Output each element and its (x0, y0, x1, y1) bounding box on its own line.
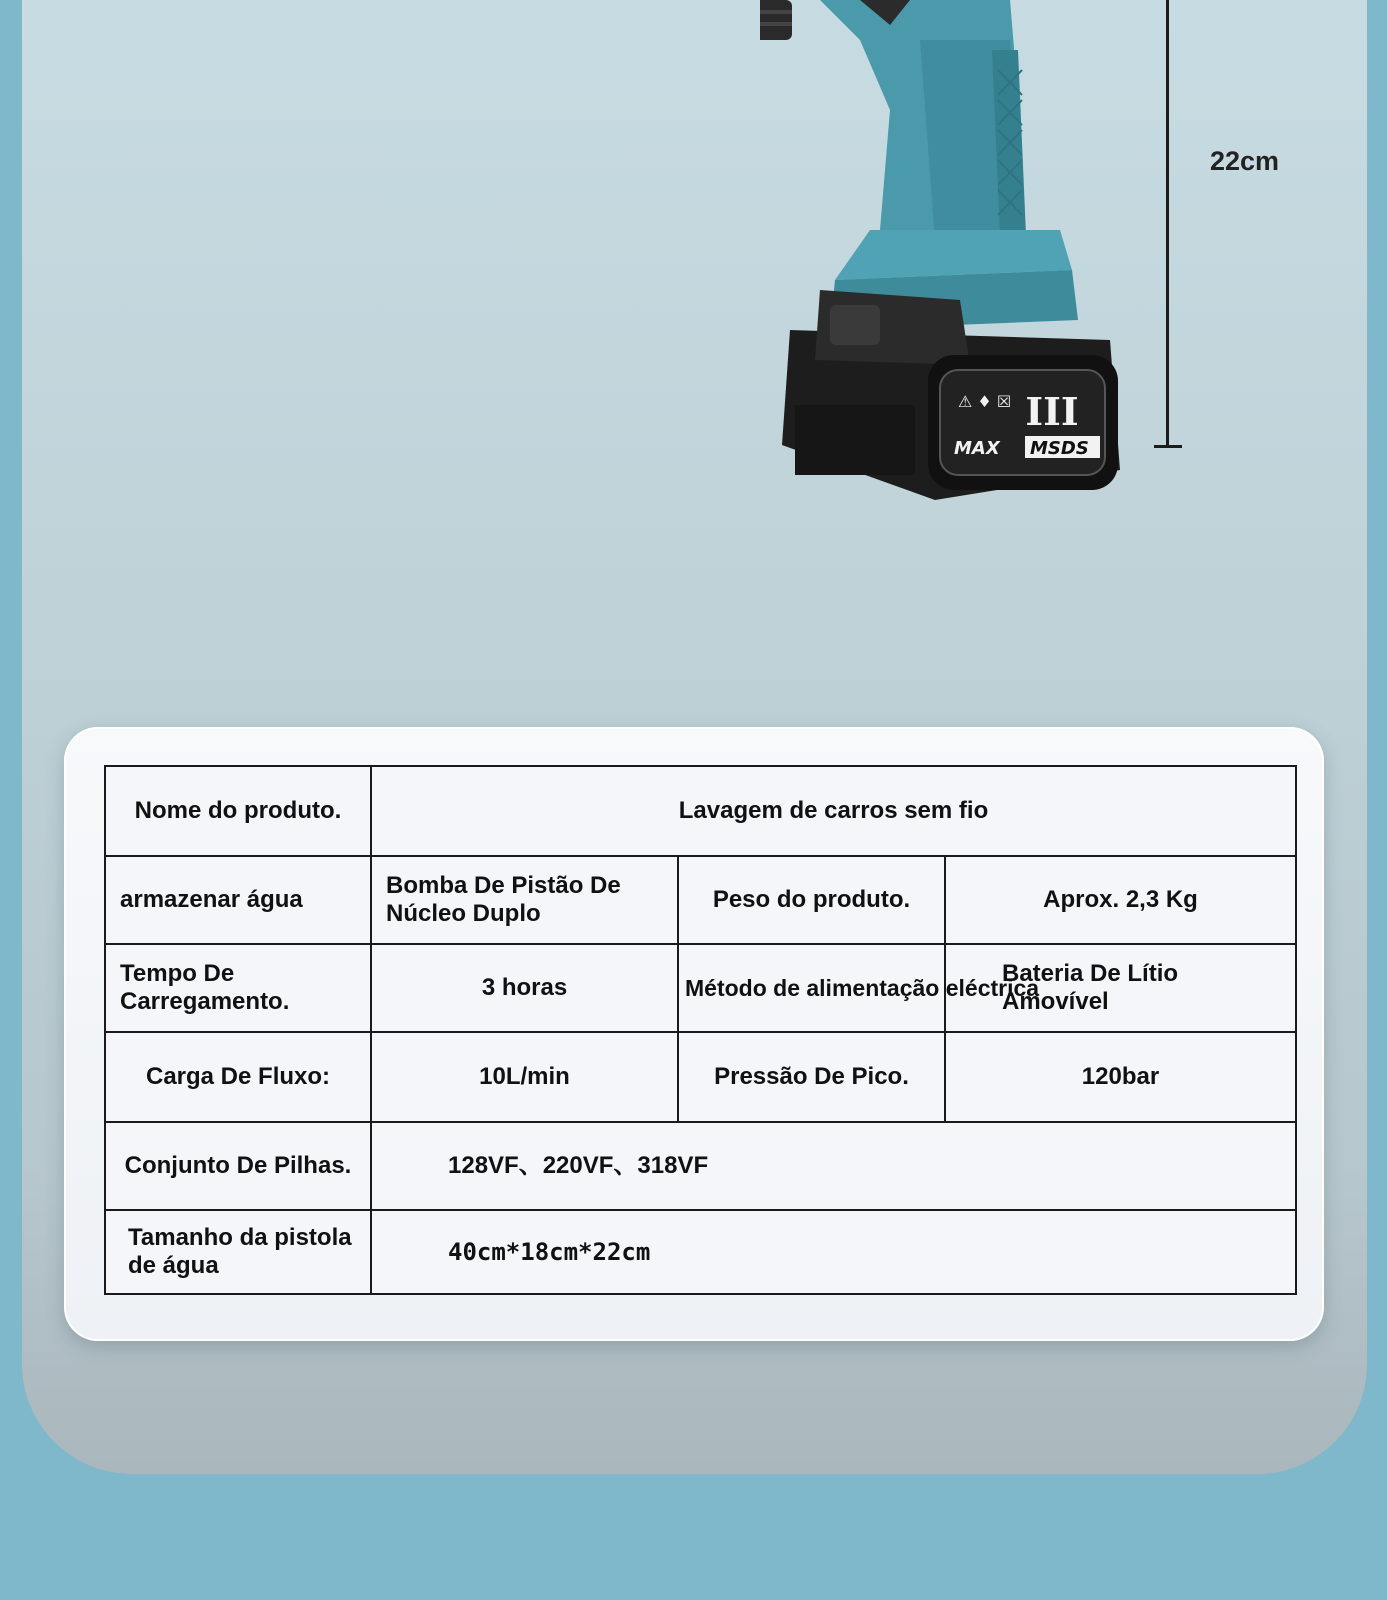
spec-label: Tempo De Carregamento. (105, 944, 371, 1032)
table-row (105, 1032, 1296, 1122)
spec-value: Bomba De Pistão De Núcleo Duplo (371, 856, 678, 944)
spec-value: Bateria De Lítio Amovível (945, 944, 1296, 1032)
battery-max-label: MAX (954, 438, 1000, 459)
spec-label: Conjunto De Pilhas. (105, 1122, 371, 1210)
dimension-tick (1154, 445, 1182, 448)
spec-label: Peso do produto. (678, 856, 945, 944)
spec-table (104, 765, 1297, 1295)
spec-label: Método de alimentação eléctrica (678, 944, 945, 1032)
spec-value: 3 horas (371, 944, 678, 1032)
table-row (105, 856, 1296, 944)
table-row (105, 944, 1296, 1032)
table-row (105, 766, 1296, 856)
battery-class-label: III (1025, 389, 1079, 434)
table-row (105, 1210, 1296, 1294)
battery-msds-label: MSDS (1030, 438, 1089, 459)
spec-label: Tamanho da pistola de água (105, 1210, 371, 1294)
dimension-label: 22cm (1210, 146, 1280, 176)
spec-label: Pressão De Pico. (678, 1032, 945, 1122)
dimension-line (1166, 0, 1169, 448)
spec-value: Lavagem de carros sem fio (371, 766, 1296, 856)
water-gun-image (760, 0, 1140, 520)
table-row (105, 1122, 1296, 1210)
spec-label: Nome do produto. (105, 766, 371, 856)
spec-value: Aprox. 2,3 Kg (945, 856, 1296, 944)
spec-label: Carga De Fluxo: (105, 1032, 371, 1122)
spec-value: 120bar (945, 1032, 1296, 1122)
spec-label: armazenar água (105, 856, 371, 944)
spec-value: 128VF、220VF、318VF (371, 1122, 1296, 1210)
spec-value: 40cm*18cm*22cm (371, 1210, 1296, 1294)
spec-value: 10L/min (371, 1032, 678, 1122)
svg-text:⚠ ♦ ☒: ⚠ ♦ ☒ (958, 392, 1012, 411)
